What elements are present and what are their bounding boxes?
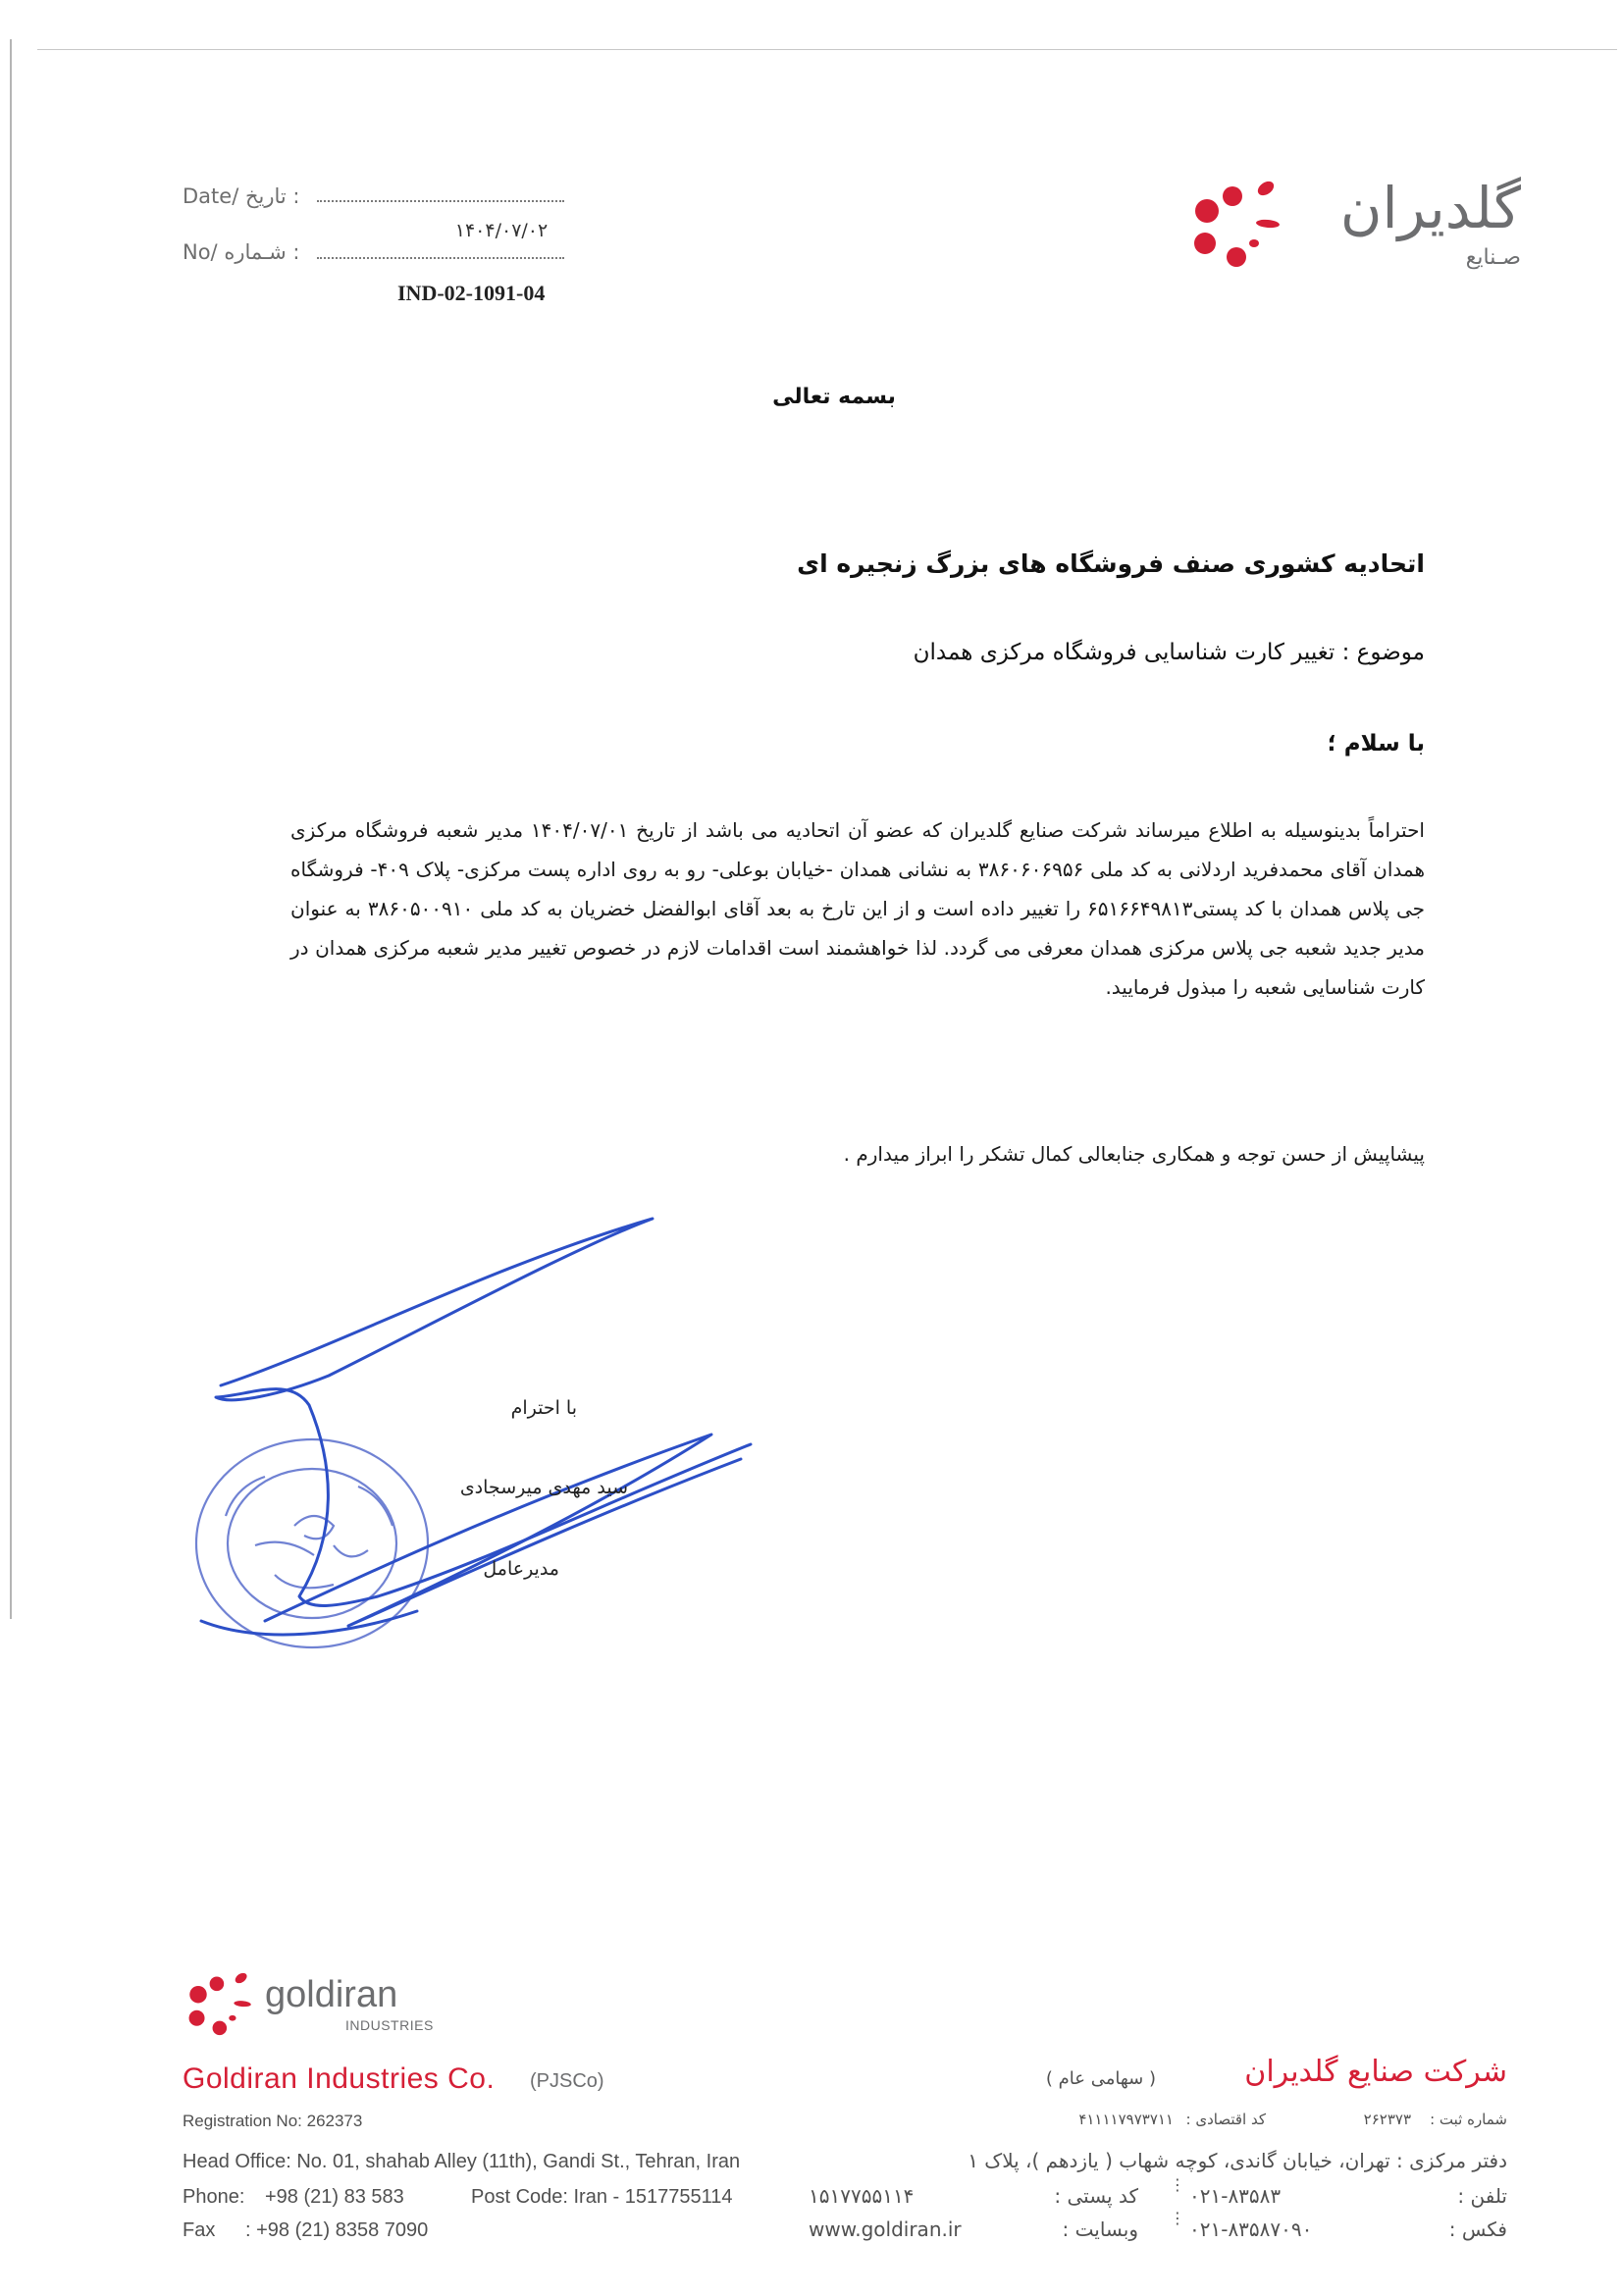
footer-company-name-fa: شرکت صنایع گلدیران (1244, 2055, 1507, 2089)
footer-company-type-en: (PJSCo) (530, 2070, 604, 2092)
footer-brand-subtitle: INDUSTRIES (345, 2017, 434, 2033)
goldiran-flower-logo-icon (1185, 167, 1293, 275)
footer-company-type-fa: ( سهامی عام ) (1045, 2068, 1156, 2089)
footer-registration-en: Registration No: 262373 (183, 2112, 363, 2130)
date-value: ۱۴۰۴/۰۷/۰۲ (454, 220, 549, 241)
greeting-line: با سلام ؛ (1327, 731, 1425, 757)
recipient-line: اتحادیه کشوری صنف فروشگاه های بزرگ زنجیره ای (797, 549, 1425, 578)
signature-regards: با احترام (510, 1397, 577, 1419)
footer-postcode-en: Post Code: Iran - 1517755114 (471, 2186, 733, 2208)
footer-website-value[interactable]: www.goldiran.ir (809, 2218, 962, 2241)
signatory-title: مدیرعامل (483, 1558, 559, 1580)
subject-line: موضوع : تغییر کارت شناسایی فروشگاه مرکزی همدان (913, 640, 1425, 665)
footer-address-fa: دفتر مرکزی : تهران، خیابان گاندی، کوچه شهاب ( یازدهم )، پلاک ۱ (968, 2149, 1507, 2172)
footer-website-label-fa: وبسایت : (1062, 2218, 1138, 2241)
footer-phone-label-en: Phone: (183, 2186, 245, 2208)
footer-fax-label-en: Fax (183, 2219, 216, 2241)
footer-postcode-label-fa: کد پستی : (1054, 2184, 1138, 2208)
footer-reg-label-fa: شماره ثبت : (1430, 2111, 1507, 2128)
footer-reg-value-fa: ۲۶۲۳۷۳ (1363, 2111, 1411, 2128)
footer-brand-name: goldiran (265, 1974, 398, 2015)
footer-separator-2: ⋮ (1170, 2209, 1185, 2227)
footer-fax-value-fa: ۰۲۱-۸۳۵۸۷۰۹۰ (1189, 2218, 1313, 2241)
signatory-name: سید مهدی میرسجادی (459, 1477, 628, 1498)
logo-name-fa: گلدیران (1339, 175, 1521, 241)
reference-code: IND-02-1091-04 (397, 281, 546, 305)
invocation-heading: بسمه تعالی (772, 385, 896, 409)
letter-body-paragraph: احتراماً بدینوسیله به اطلاع میرساند شرکت صنایع گلدیران که عضو آن اتحادیه می باشد از تاریخ ۱۴۰۴/۰۷/۰۱ مدیر شعبه فروشگاه مرکزی همدان آقای محمدفرید اردلانی به کد ملی ۳۸۶۰۶۰۶۹۵۶ به نشانی همدان -خیابان بوعلی- رو به روی اداره پست مرکزی- پلاک ۴۰۹- فروشگاه جی پلاس همدان با کد پستی۶۵۱۶۶۴۹۸۱۳ را تغییر داده است و از این تارخ به بعد آقای ابوالفضل خضریان به کد ملی ۳۸۶۰۵۰۰۹۱۰ به عنوان مدیر جدید شعبه جی پلاس مرکزی همدان معرفی می گردد. لذا خواهشمند است اقدامات لازم در خصوص تغییر مدیر شعبه مرکزی همدان در کارت شناسایی شعبه را مبذول فرمایید. (290, 818, 1426, 999)
left-scan-edge (10, 39, 12, 1619)
logo-subtitle-fa: صـنایع (1465, 245, 1521, 270)
footer-company-name-en: Goldiran Industries Co. (183, 2062, 496, 2095)
date-label: Date/ تاریخ : (183, 184, 300, 208)
top-border-line (37, 49, 1617, 50)
footer-fax-label-fa: فکس : (1448, 2218, 1507, 2241)
footer-postcode-value-fa: ۱۵۱۷۷۵۵۱۱۴ (809, 2184, 915, 2208)
footer-eco-label-fa: کد اقتصادی : (1185, 2111, 1266, 2128)
footer-phone-en: +98 (21) 83 583 (265, 2186, 404, 2208)
signature-scribble-icon (191, 1209, 760, 1680)
number-label: No/ شـماره : (183, 240, 300, 264)
footer-head-office-en: Head Office: No. 01, shahab Alley (11th), Gandi St., Tehran, Iran (183, 2151, 741, 2172)
closing-line: پیشاپیش از حسن توجه و همکاری جنابعالی کمال تشکر را ابراز میدارم . (843, 1142, 1425, 1166)
footer-eco-value-fa: ۴۱۱۱۱۷۹۷۳۷۱۱ (1078, 2111, 1174, 2128)
footer-separator-1: ⋮ (1170, 2175, 1185, 2194)
footer-phone-label-fa: تلفن : (1457, 2184, 1507, 2208)
number-dotted-line (317, 257, 564, 259)
footer-phone-value-fa: ۰۲۱-۸۳۵۸۳ (1189, 2184, 1282, 2208)
footer-fax-en: : +98 (21) 8358 7090 (245, 2219, 429, 2241)
date-dotted-line (317, 200, 564, 202)
goldiran-footer-logo-icon (183, 1962, 261, 2041)
